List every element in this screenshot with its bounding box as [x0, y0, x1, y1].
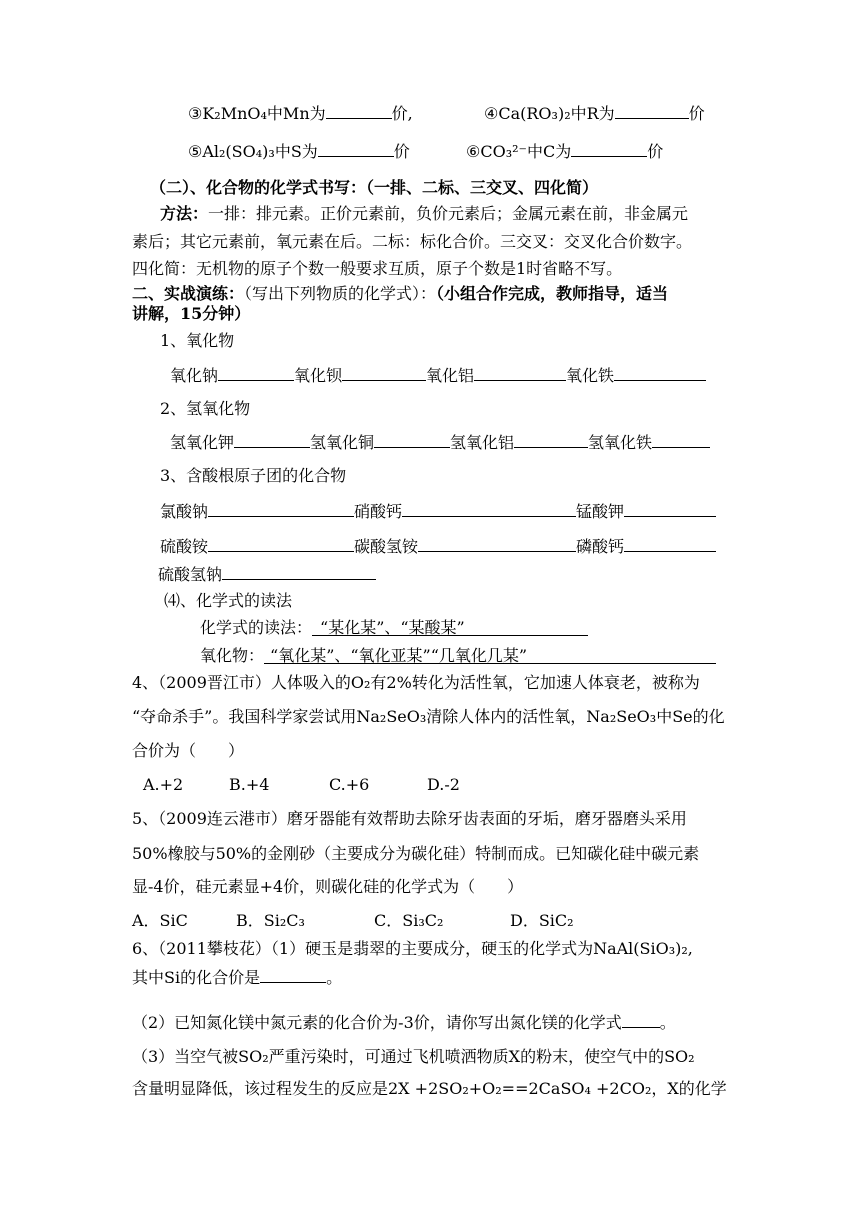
- question-4-line-3: 合价为（ ）: [132, 741, 245, 760]
- question-6-part-3-line-1: （3）当空气被SO₂严重污染时，可通过飞机喷洒物质X的粉末，使空气中的SO₂: [132, 1047, 695, 1066]
- item-6: [466, 140, 663, 163]
- valence-unit: 价: [647, 142, 664, 161]
- question-6-part-2-text: （2）已知氮化镁中氮元素的化合价为-3价，请你写出氮化镁的化学式: [132, 1013, 622, 1032]
- item-4: [484, 102, 705, 125]
- option-c[interactable]: C．Si₃C₂: [374, 911, 444, 930]
- answer-blank[interactable]: [342, 364, 426, 381]
- oxide-label: 氧化铝: [426, 366, 475, 385]
- answer-blank[interactable]: [418, 535, 576, 552]
- answer-blank[interactable]: [474, 364, 566, 381]
- method-line-1: [160, 203, 688, 225]
- reading-value-text: “某化某”、“某酸某”: [320, 618, 465, 637]
- salt-label: 硝酸钙: [354, 502, 403, 521]
- salt-label: 氯酸钠: [160, 502, 209, 521]
- group-3-row-1: [160, 500, 716, 523]
- valence-unit: 价: [688, 104, 705, 123]
- question-5-options: [132, 910, 574, 932]
- item-3-text: ③K₂MnO₄中Mn为: [188, 104, 326, 123]
- answer-blank[interactable]: [208, 535, 354, 552]
- group-1-title: 1、氧化物: [160, 331, 235, 350]
- reading-label: 化学式的读法：: [200, 618, 313, 637]
- salt-label: 硫酸氢钠: [158, 565, 223, 584]
- option-a[interactable]: A．SiC: [132, 911, 188, 930]
- item-6-text: ⑥CO₃²⁻中C为: [466, 142, 572, 161]
- answer-blank[interactable]: [402, 500, 576, 517]
- section-2-title: （二）、化合物的化学式书写：（一排、二标、三交叉、四化简）: [150, 178, 599, 197]
- item-5: [188, 140, 410, 163]
- blank-6[interactable]: [571, 140, 647, 157]
- oxide-rule: [200, 645, 716, 667]
- method-label: 方法：: [160, 204, 209, 223]
- answer-blank[interactable]: [374, 431, 450, 448]
- item-4-text: ④Ca(RO₃)₂中R为: [484, 104, 615, 123]
- blank-4[interactable]: [615, 102, 689, 119]
- item-5-text: ⑤Al₂(SO₄)₃中S为: [188, 142, 318, 161]
- oxide-label: 氧化铁: [566, 366, 615, 385]
- hydroxide-label: 氢氧化铜: [310, 433, 375, 452]
- question-6-part-2: [132, 1011, 676, 1034]
- period: 。: [326, 968, 343, 987]
- salt-label: 碳酸氢铵: [354, 537, 419, 556]
- question-4-options: [143, 774, 460, 796]
- group-1-row: [170, 364, 706, 387]
- answer-blank[interactable]: [624, 535, 716, 552]
- question-5-line-3: 显-4价，硅元素显+4价，则碳化硅的化学式为（ ）: [132, 877, 524, 896]
- blank-5[interactable]: [318, 140, 394, 157]
- salt-label: 磷酸钙: [576, 537, 625, 556]
- valence-unit: 价: [393, 142, 410, 161]
- salt-label: 硫酸铵: [160, 537, 209, 556]
- question-4-line-1: 4、（2009晋江市）人体吸入的O₂有2%转化为活性氧，它加速人体衰老，被称为: [132, 673, 700, 692]
- question-4-line-2: “夺命杀手”。我国科学家尝试用Na₂SeO₃清除人体内的活性氧，Na₂SeO₃中Se的化: [132, 707, 725, 726]
- reading-rule: [200, 617, 588, 639]
- question-5-line-1: 5、（2009连云港市）磨牙器能有效帮助去除牙齿表面的牙垢，磨牙器磨头采用: [132, 809, 687, 828]
- answer-blank[interactable]: [652, 431, 710, 448]
- oxide-rule-value: [264, 645, 716, 664]
- question-6-part-3-line-2: 含量明显降低，该过程发生的反应是2X +2SO₂+O₂==2CaSO₄ +2CO₂，X的化学: [132, 1079, 727, 1098]
- option-c[interactable]: C.+6: [329, 775, 370, 794]
- group-4-title: ⑷、化学式的读法: [164, 591, 293, 610]
- oxide-rule-label: 氧化物：: [200, 646, 265, 665]
- question-6-line-1: 6、（2011攀枝花）（1）硬玉是翡翠的主要成分，硬玉的化学式为NaAl(SiO₃)₂,: [132, 939, 693, 958]
- method-line-3: 四化简：无机物的原子个数一般要求互质，原子个数是1时省略不写。: [132, 259, 623, 278]
- hydroxide-label: 氢氧化钾: [170, 433, 235, 452]
- practice-title: 二、实战演练：: [132, 284, 245, 303]
- answer-blank[interactable]: [208, 500, 354, 517]
- answer-blank[interactable]: [222, 563, 376, 580]
- blank-3[interactable]: [326, 102, 392, 119]
- method-text-1: 一排：排元素。正价元素前，负价元素后；金属元素在前，非金属元: [208, 204, 689, 223]
- period: 。: [659, 1013, 676, 1032]
- question-6-prompt: 其中Si的化合价是: [132, 968, 261, 987]
- answer-blank[interactable]: [234, 431, 310, 448]
- practice-heading: [132, 283, 668, 305]
- practice-note: （小组合作完成，教师指导，适当: [436, 284, 669, 303]
- question-5-line-2: 50%橡胶与50%的金刚砂（主要成分为碳化硅）特制而成。已知碳化硅中碳元素: [132, 844, 700, 863]
- answer-blank[interactable]: [260, 966, 326, 983]
- group-2-row: [170, 431, 710, 454]
- oxide-rule-value-text: “氧化某”、“氧化亚某”“几氧化几某”: [270, 646, 528, 665]
- practice-heading-line-2: 讲解，15分钟）: [132, 304, 251, 323]
- oxide-label: 氧化钠: [170, 366, 219, 385]
- answer-blank[interactable]: [218, 364, 294, 381]
- oxide-label: 氧化钡: [294, 366, 343, 385]
- option-b[interactable]: B．Si₂C₃: [236, 911, 305, 930]
- group-3-row-2: [160, 535, 716, 558]
- answer-blank[interactable]: [624, 500, 716, 517]
- group-3-row-3: [158, 563, 376, 586]
- group-2-title: 2、氢氧化物: [160, 399, 251, 418]
- method-line-2: 素后；其它元素前，氧元素在后。二标：标化合价。三交叉：交叉化合价数字。: [132, 232, 693, 251]
- item-3: [188, 102, 413, 125]
- option-b[interactable]: B.+4: [229, 775, 270, 794]
- question-6-line-2: [132, 966, 342, 989]
- salt-label: 锰酸钾: [576, 502, 625, 521]
- hydroxide-label: 氢氧化铝: [450, 433, 515, 452]
- option-d[interactable]: D．SiC₂: [510, 911, 574, 930]
- valence-unit: 价,: [391, 104, 413, 123]
- answer-blank[interactable]: [614, 364, 706, 381]
- group-3-title: 3、含酸根原子团的化合物: [160, 466, 347, 485]
- answer-blank[interactable]: [514, 431, 588, 448]
- practice-instruction: （写出下列物质的化学式）：: [244, 284, 437, 303]
- option-d[interactable]: D.-2: [427, 775, 460, 794]
- option-a[interactable]: A.+2: [143, 775, 184, 794]
- reading-value: [312, 617, 588, 636]
- hydroxide-label: 氢氧化铁: [588, 433, 653, 452]
- answer-blank[interactable]: [622, 1011, 660, 1028]
